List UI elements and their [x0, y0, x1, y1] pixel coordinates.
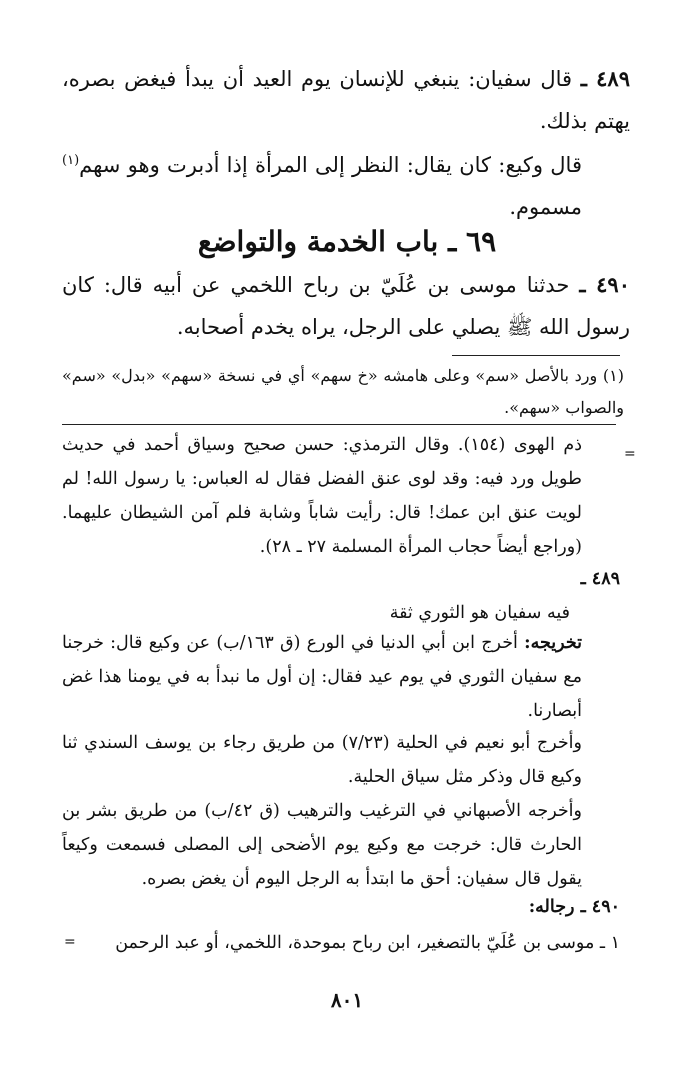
paragraph-489-wakee-tail: مسموم. — [509, 195, 582, 219]
commentary-continued: ذم الهوى (١٥٤). وقال الترمذي: حسن صحيح وسياق أحمد في حديث طويل ورد فيه: وقد لوى عنق الفضل فقال له العباس: يا رسول الله! لم لويت عنق ابن عمك! قال: رأيت شاباً وشابة فلم آمن الشيطان عليهما. (وراجع أيضاً حجاب المرأة المسلمة ٢٧ ـ ٢٨). — [62, 435, 582, 557]
paragraph-490 — [62, 264, 630, 348]
commentary-separator — [62, 424, 616, 425]
commentary-takhrij-3: وأخرجه الأصبهاني في الترغيب والترهيب (ق ٤٢/ب) من طريق بشر بن الحارث قال: خرجت مع وكيع يوم الأضحى إلى المصلى فسمعت وكيعاً يقول قال سفيان: أحق ما ابتدأ به الرجل اليوم أن يغض بصره. — [62, 801, 582, 889]
commentary-thiqa: فيه سفيان هو الثوري ثقة — [389, 603, 570, 623]
commentary-heading-490: ٤٩٠ ـ رجاله: — [528, 897, 620, 917]
continuation-mark-top: = — [624, 446, 636, 462]
takhrij-1-text: أخرج ابن أبي الدنيا في الورع (ق ١٦٣/ب) عن وكيع قال: خرجنا مع سفيان الثوري في يوم عيد فقال: إن أول ما نبدأ به في يومنا هذا غض أبصارنا. — [62, 633, 582, 721]
paragraph-490-text: حدثنا موسى بن عُلَيّ بن رباح اللخمي عن أبيه قال: كان رسول الله ﷺ يصلي على الرجل، يراه يخدم أصحابه. — [62, 273, 630, 339]
footnote-separator — [452, 355, 620, 356]
item-number-490: ٤٩٠ ـ — [579, 272, 630, 297]
commentary-heading-489: ٤٨٩ ـ — [580, 569, 620, 589]
commentary-takhrij-1 — [62, 626, 582, 728]
paragraph-489-wakee — [62, 140, 582, 228]
chapter-title: ٦٩ ـ باب الخدمة والتواضع — [197, 225, 497, 258]
paragraph-489-text: قال سفيان: ينبغي للإنسان يوم العيد أن يبدأ فيغض بصره، يهتم بذلك. — [62, 67, 630, 133]
footnote-ref[interactable]: (١) — [62, 153, 80, 168]
takhrij-label: تخريجه: — [524, 633, 582, 653]
continuation-mark-bottom: = — [64, 934, 76, 950]
commentary-rijal-1: ١ ـ موسى بن عُلَيّ بالتصغير، ابن رباح بموحدة، اللخمي، أو عبد الرحمن — [115, 933, 620, 953]
commentary-takhrij-2: وأخرج أبو نعيم في الحلية (٧/٢٣) من طريق رجاء بن يوسف السندي ثنا وكيع قال وذكر مثل سياق الحلية. — [62, 733, 582, 787]
page-number: ٨٠١ — [330, 988, 364, 1012]
footnote: (١) ورد بالأصل «سم» وعلى هامشه «خ سهم» أي في نسخة «سهم» «بدل» «سم» والصواب «سهم». — [62, 366, 624, 417]
item-number-489: ٤٨٩ ـ — [580, 66, 630, 91]
paragraph-489-wakee-text: قال وكيع: كان يقال: النظر إلى المرأة إذا أدبرت وهو سهم — [79, 153, 582, 177]
paragraph-489 — [62, 58, 630, 142]
